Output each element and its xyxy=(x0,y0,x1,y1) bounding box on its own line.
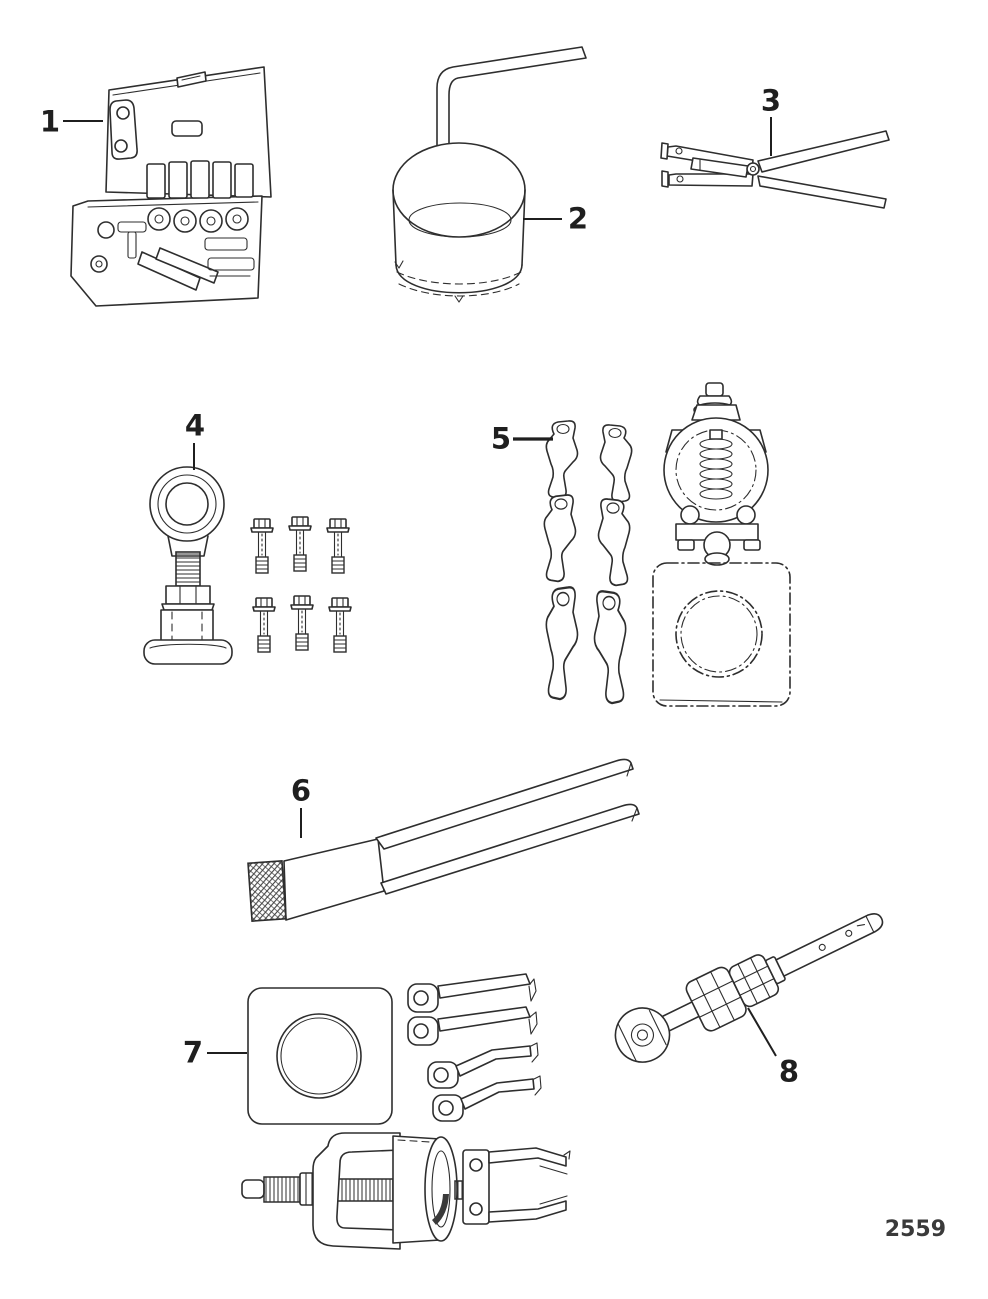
puller-jaw-hooks-illustration xyxy=(408,974,541,1121)
tool-kit-case-illustration xyxy=(71,67,271,306)
wear-plate-illustration xyxy=(653,563,790,706)
driver-cup-illustration xyxy=(393,47,589,302)
callout-label-5: 5 xyxy=(490,421,512,456)
callout-label-2: 2 xyxy=(567,201,589,236)
puller-jaw-set-illustration xyxy=(544,421,631,703)
callout-label-3: 3 xyxy=(760,83,782,118)
slide-puller-illustration xyxy=(242,1133,570,1249)
puller-head-illustration xyxy=(664,383,768,565)
backing-plate-illustration xyxy=(248,988,392,1124)
callout-label-6: 6 xyxy=(290,773,312,808)
lifting-eye-illustration xyxy=(144,467,351,664)
callout-label-7: 7 xyxy=(182,1035,204,1070)
page-number: 2559 xyxy=(884,1217,946,1242)
callout-label-4: 4 xyxy=(184,408,206,443)
bearing-installer-illustration xyxy=(606,894,893,1071)
callout-label-1: 1 xyxy=(39,104,61,139)
callout-label-8: 8 xyxy=(778,1054,800,1089)
snap-ring-pliers-illustration xyxy=(661,131,889,208)
